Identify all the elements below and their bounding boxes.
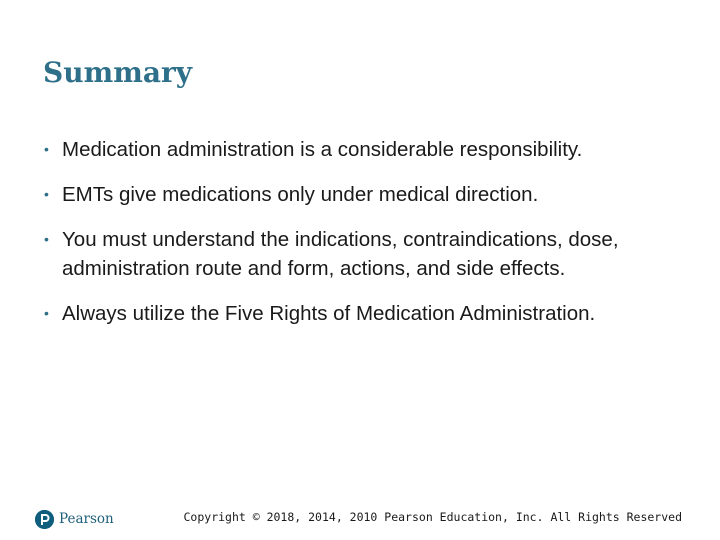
bullet-dot-icon: • <box>44 141 49 157</box>
bullet-text: You must understand the indications, contraindications, dose, administration route and form, actions, and side effects. <box>62 228 619 280</box>
bullet-item <box>44 299 694 328</box>
slide-title: Summary <box>43 56 192 89</box>
copyright-notice: Copyright © 2018, 2014, 2010 Pearson Education, Inc. All Rights Reserved <box>183 510 682 524</box>
pearson-logo-text: Pearson <box>59 511 114 527</box>
bullet-dot-icon: • <box>44 231 49 247</box>
bullet-item <box>44 180 694 209</box>
bullet-item <box>44 135 694 164</box>
bullet-text: Medication administration is a considerable responsibility. <box>62 138 583 161</box>
pearson-p-icon <box>35 510 54 529</box>
bullet-list <box>44 135 694 344</box>
slide-footer <box>0 500 720 536</box>
pearson-logo-icon <box>35 510 54 529</box>
bullet-dot-icon: • <box>44 186 49 202</box>
bullet-text: Always utilize the Five Rights of Medication Administration. <box>62 302 596 325</box>
bullet-dot-icon: • <box>44 305 49 321</box>
bullet-item <box>44 225 694 283</box>
bullet-text: EMTs give medications only under medical direction. <box>62 183 539 206</box>
pearson-logo <box>35 507 114 531</box>
